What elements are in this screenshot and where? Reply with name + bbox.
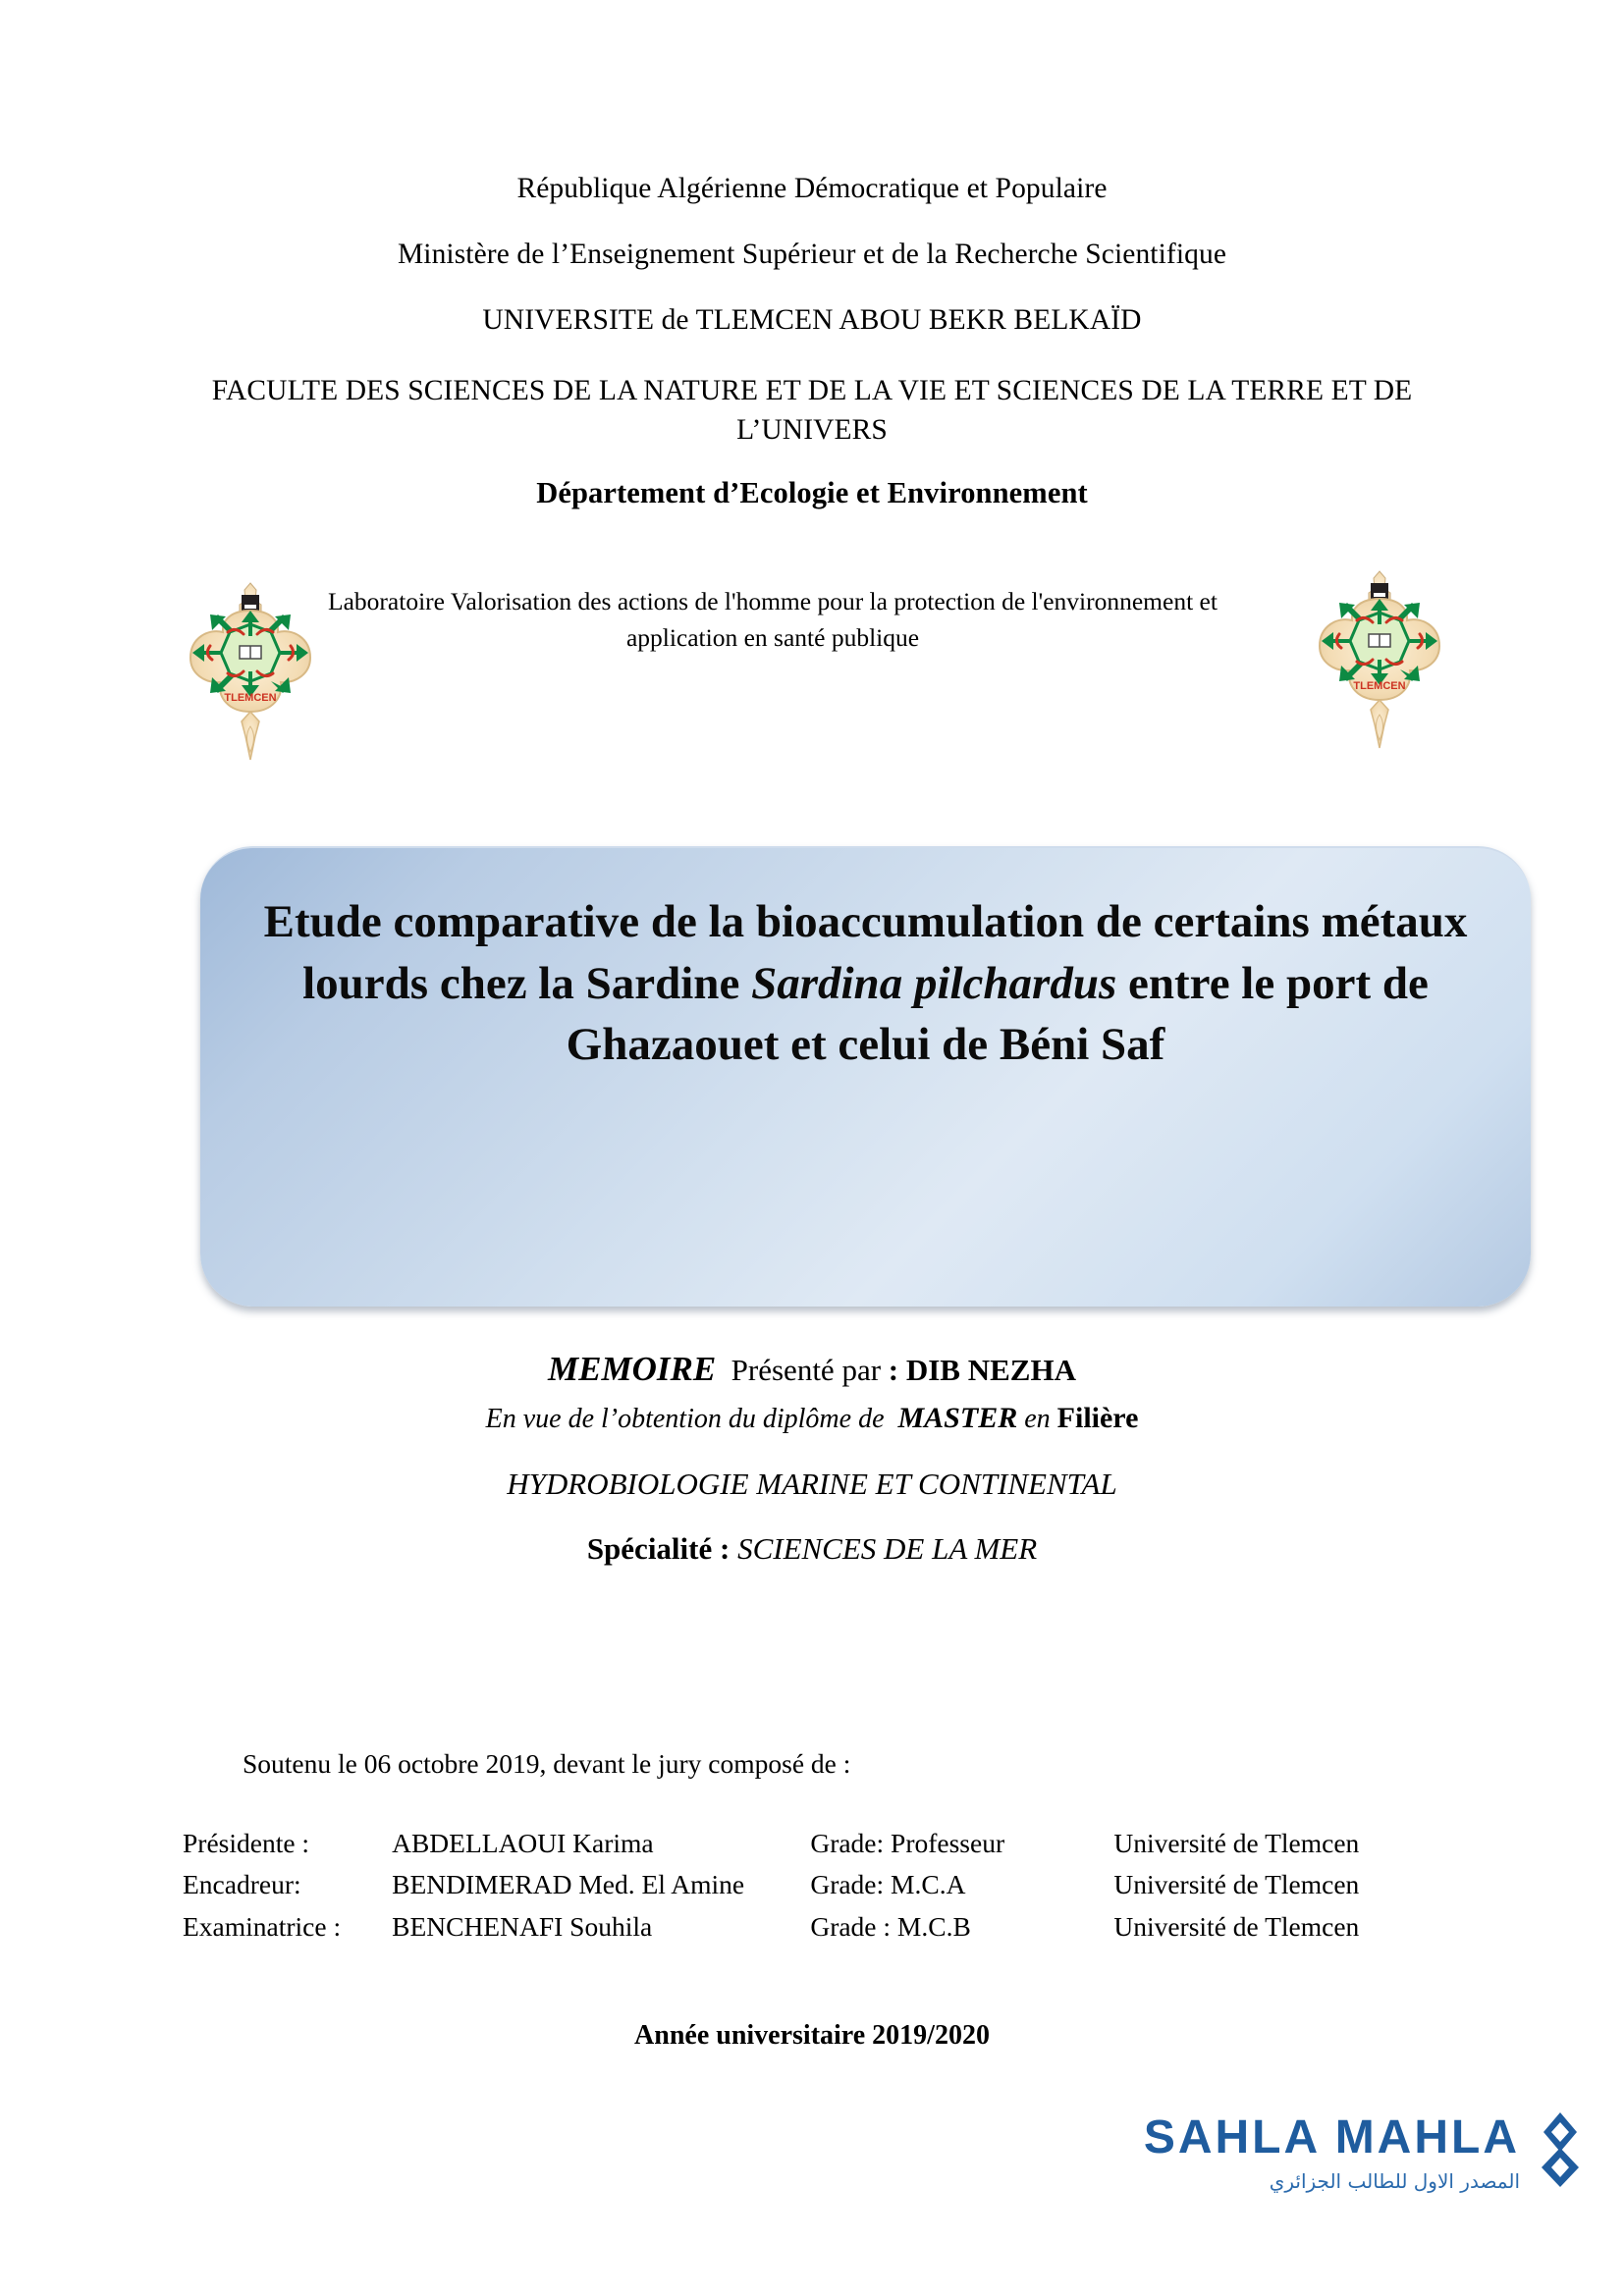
thesis-title-part1: Etude comparative de la bioaccumulation de certains métaux lourds chez la Sardine: [263, 896, 1468, 1009]
thesis-title: [251, 891, 1480, 1076]
table-row: [183, 1867, 1459, 1908]
svg-text:TLEMCEN: TLEMCEN: [224, 692, 277, 704]
table-row: [183, 1826, 1459, 1867]
diploma-line: [0, 1402, 1624, 1435]
table-row: [183, 1909, 1459, 1950]
ministry-line: Ministère de l’Enseignement Supérieur et de la Recherche Scientifique: [397, 238, 1227, 270]
institution-header: [0, 175, 1624, 507]
university-emblem-right-icon: [1306, 569, 1453, 751]
sahla-mahla-diamond-icon: [1528, 2110, 1593, 2189]
jury-name: ABDELLAOUI Karima: [392, 1828, 654, 1858]
jury-university: Université de Tlemcen: [1113, 1828, 1360, 1858]
jury-role: Encadreur:: [183, 1869, 301, 1900]
degree-label: MASTER: [897, 1401, 1018, 1434]
memoire-presented-line: [0, 1351, 1624, 1389]
speciality-label: Spécialité :: [586, 1531, 731, 1567]
jury-university: Université de Tlemcen: [1113, 1910, 1360, 1942]
sahla-mahla-watermark: [1127, 2109, 1598, 2241]
memoire-block: [0, 1351, 1624, 1566]
country-line: République Algérienne Démocratique et Populaire: [516, 173, 1108, 204]
laboratory-line: Laboratoire Valorisation des actions de l'homme pour la protection de l'environnement et application en santé publique: [328, 587, 1218, 652]
department-line: Département d’Ecologie et Environnement: [536, 475, 1088, 509]
presented-by-label: Présenté par: [731, 1353, 882, 1387]
jury-grade: Grade : M.C.B: [810, 1910, 971, 1942]
faculty-line: FACULTE DES SCIENCES DE LA NATURE ET DE LA VIE ET SCIENCES DE LA TERRE ET DE L’UNIVERS: [211, 374, 1413, 447]
academic-year: Année universitaire 2019/2020: [634, 2020, 990, 2051]
university-line: UNIVERSITE de TLEMCEN ABOU BEKR BELKAÏD: [482, 304, 1142, 336]
presented-by-separator: :: [881, 1353, 906, 1387]
diploma-prefix: En vue de l’obtention du diplôme de: [485, 1403, 885, 1434]
author-name: DIB NEZHA: [905, 1353, 1076, 1387]
filiere-value: HYDROBIOLOGIE MARINE ET CONTINENTAL: [507, 1467, 1117, 1502]
watermark-brand: SAHLA MAHLA: [1143, 2111, 1520, 2163]
filiere-label: Filière: [1056, 1401, 1139, 1434]
jury-name: BENCHENAFI Souhila: [392, 1910, 653, 1942]
jury-university: Université de Tlemcen: [1113, 1869, 1360, 1900]
jury-grade: Grade: M.C.A: [810, 1869, 966, 1900]
watermark-tagline: المصدر الاول للطالب الجزائري: [1269, 2169, 1520, 2193]
svg-text:TLEMCEN: TLEMCEN: [1353, 680, 1406, 692]
defense-date-line: Soutenu le 06 octobre 2019, devant le jury composé de :: [243, 1748, 851, 1779]
speciality-value: SCIENCES DE LA MER: [737, 1531, 1038, 1567]
degree-connector: en: [1024, 1403, 1051, 1434]
thesis-title-species: Sardina pilchardus: [751, 957, 1117, 1009]
jury-table: [183, 1826, 1459, 1950]
jury-role: Examinatrice :: [183, 1910, 342, 1942]
speciality-line: [0, 1532, 1624, 1566]
university-emblem-left-icon: [177, 581, 324, 763]
thesis-title-box: [200, 846, 1531, 1307]
jury-name: BENDIMERAD Med. El Amine: [392, 1869, 745, 1900]
memoire-label: MEMOIRE: [548, 1350, 717, 1388]
jury-role: Présidente :: [183, 1828, 310, 1858]
jury-grade: Grade: Professeur: [810, 1828, 1005, 1858]
thesis-title-part2: entre le port de Ghazaouet et celui de Béni Saf: [566, 957, 1429, 1070]
